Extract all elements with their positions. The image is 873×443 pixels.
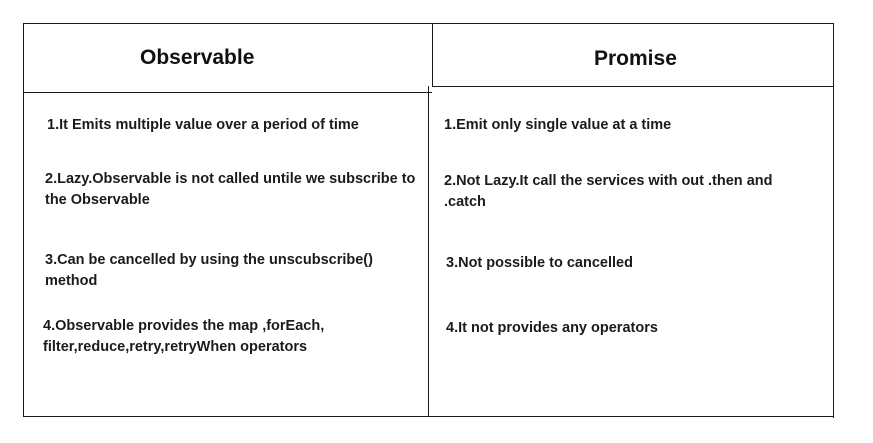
promise-point-4: 4.It not provides any operators [446,320,658,336]
observable-header: Observable [140,46,255,69]
observable-point-4: 4.Observable provides the map ,forEach, filter,reduce,retry,retryWhen operators [43,318,325,355]
table-right-border [833,23,834,418]
header-divider-left [23,92,432,93]
column-divider-lower [428,86,429,417]
observable-point-2: 2.Lazy.Observable is not called untile we subscribe to the Observable [45,171,416,208]
column-divider [432,23,433,86]
promise-point-2: 2.Not Lazy.It call the services with out .then and .catch [444,173,773,210]
promise-point-3: 3.Not possible to cancelled [446,255,633,271]
promise-point-1: 1.Emit only single value at a time [444,117,672,133]
observable-point-3: 3.Can be cancelled by using the unscubscribe() method [45,252,373,289]
header-divider-right [432,86,833,87]
table-left-border [23,23,24,417]
observable-point-1: 1.It Emits multiple value over a period of time [47,117,359,133]
table-top-border [23,23,833,24]
promise-header: Promise [594,47,677,70]
